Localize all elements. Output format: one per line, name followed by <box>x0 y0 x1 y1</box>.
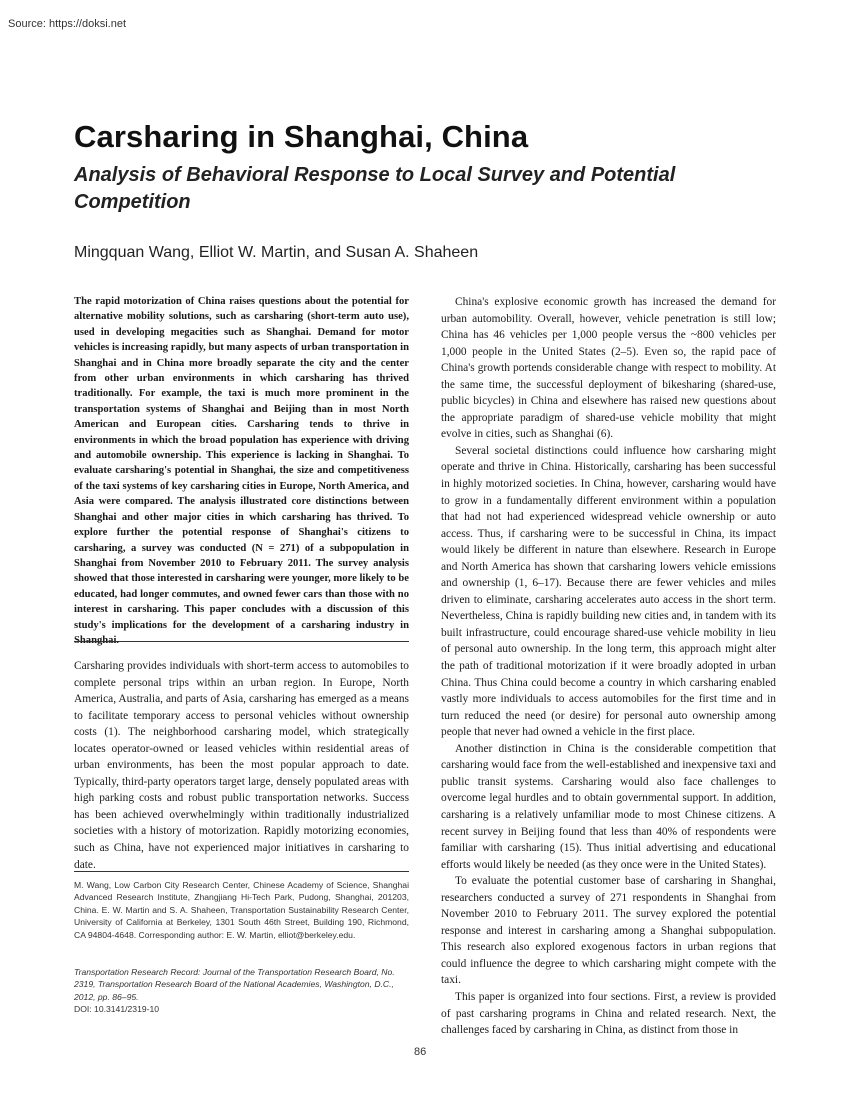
abstract-divider <box>74 641 409 642</box>
abstract <box>74 294 409 648</box>
abstract-text: The rapid motorization of China raises questions about the potential for alternative mobility solutions, such as carsharing (short-term auto use), used in developing megacities such as Shanghai. Demand for motor vehicles is increasing rapidly, but many aspects of urban transportation in Shanghai and in China more broadly separate the city and the center from other urban environments in which carsharing has thrived traditionally. For example, the taxi is much more prominent in the transportation systems of Shanghai and Beijing than in most North American and European cities. Carsharing tends to thrive in environments in which the broad population has experience with driving and automobile ownership. This experience is lacking in Shanghai. To evaluate carsharing's potential in Shanghai, the size and competitiveness of the taxi systems of key carsharing cities in Europe, North America, and Asia were compared. The analysis illustrated core distinctions between Shanghai and other major cities in which carsharing has thrived. To explore further the potential response of Shanghai's citizens to carsharing, a survey was conducted (N = 271) of a subpopulation in Shanghai from November 2010 to February 2011. The survey analysis showed that those interested in carsharing were younger, more likely to be educated, had longer commutes, and owned fewer cars than those with no interest in carsharing. This paper concludes with a discussion of this study's implications for the development of a carsharing industry in Shanghai. <box>74 296 409 646</box>
body-paragraph: Several societal distinctions could influence how carsharing might operate and thrive in China. Historically, carsharing has been successful in highly motorized societies. In China, however, carsharing would have to grow in a fundamentally different environment within a population that had not had experienced widespread vehicle ownership or auto access. Thus, if carsharing were to be successful in China, its impact would likely be different in nature than elsewhere. Research in Europe and North America has shown that carsharing lowers vehicle emissions and ownership (1, 6–17). Because there are fewer vehicles and miles driven to eliminate, carsharing accelerates auto access in the short term. Nevertheless, China is rapidly building new cities and, in tandem with its built infrastructure, could encourage shared-use vehicle mobility in lieu of personal auto ownership. In the long term, this approach might alter the path of traditional motorization if it were broadly adopted in urban China. Thus China could become a country in which carsharing enabled vastly more individuals to access automobiles for the first time and in turn reduced the need (or desire) for personal auto ownership among people that never had owned a vehicle in the first place. <box>441 444 776 739</box>
intro-paragraph: Carsharing provides individuals with short-term access to automobiles to complete personal trips within an urban region. In Europe, North America, Australia, and parts of Asia, carsharing has emerged as a means to facilitate temporary access to personal vehicles without ownership costs (1). The neighborhood carsharing model, which strategically locates operator-owned or leased vehicles within residential areas of urban environments, has been the most popular approach to date. Typically, third-party operators target large, densely populated areas with high parking costs and robust public transportation networks. Success has been achieved overwhelmingly within traditionally industrialized societies with a history of motorization. Rapidly motorizing economies, such as China, have not experienced major initiatives in carsharing to date. <box>74 660 409 871</box>
doi: DOI: 10.3141/2319-10 <box>74 1004 160 1015</box>
citation-block <box>74 966 409 1016</box>
body-paragraph: To evaluate the potential customer base of carsharing in Shanghai, researchers conducted a survey of 271 respondents in Shanghai from November 2010 to February 2011. The survey explored the potential response and interest in carsharing among a Shanghai subpopulation. This research also explored exogenous factors in urban regions that could influence the degree to which carsharing might compete with the taxi. <box>441 875 776 987</box>
body-paragraph: Another distinction in China is the considerable competition that carsharing would face from the well-established and inexpensive taxi and public transit systems. Carsharing would also face challenges to overcome legal hurdles and to obtain governmental support. In addition, carsharing is a relatively unfamiliar mode to most Chinese citizens. A recent survey in Beijing found that less than 40% of respondents were familiar with carsharing (15). Thus initial advertising and educational efforts would likely be needed (as they once were in the United States). <box>441 742 776 871</box>
author-affiliations: M. Wang, Low Carbon City Research Center, Chinese Academy of Science, Shanghai Advanced Research Institute, Zhangjiang Hi-Tech Park, Pudong, Shanghai, 201203, China. E. W. Martin and S. A. Shaheen, Transportation Sustainability Research Center, University of California at Berkeley, 1301 South 46th Street, Building 190, Richmond, CA 94804-4648. Corresponding author: E. W. Martin, elliot@berkeley.edu. <box>74 880 409 940</box>
paper-subtitle: Analysis of Behavioral Response to Local Survey and Potential Competition <box>74 164 676 213</box>
paper-title: Carsharing in Shanghai, China <box>74 119 529 154</box>
source-url: Source: https://doksi.net <box>8 18 127 30</box>
author-list: Mingquan Wang, Elliot W. Martin, and Susan A. Shaheen <box>74 244 479 261</box>
page-number: 86 <box>414 1046 427 1058</box>
journal-citation: Transportation Research Record: Journal of the Transportation Research Board, No. 2319, Transportation Research Board of the National Academies, Washington, D.C., 2012, pp. 86–95. <box>74 967 395 1002</box>
body-paragraph: China's explosive economic growth has increased the demand for urban automobility. Overall, however, vehicle penetration is still low; China has 46 vehicles per 1,000 people versus the ~800 vehicles per 1,000 people in the United States (2–5). Even so, the rapid pace of China's growth portends considerable change with respect to mobility. At the same time, the successful deployment of bikesharing (shared-use, public bicycles) in China and elsewhere has raised new questions about the appropriate paradigm of shared-use vehicle mobility that might evolve in cities, such as Shanghai (6). <box>441 296 776 441</box>
body-column-right <box>441 294 776 1039</box>
footnote-divider <box>74 871 409 872</box>
body-column-left <box>74 658 409 873</box>
body-paragraph: This paper is organized into four sections. First, a review is provided of past carsharing programs in China and related research. Next, the challenges faced by carsharing in China, as distinct from those in <box>441 990 776 1037</box>
